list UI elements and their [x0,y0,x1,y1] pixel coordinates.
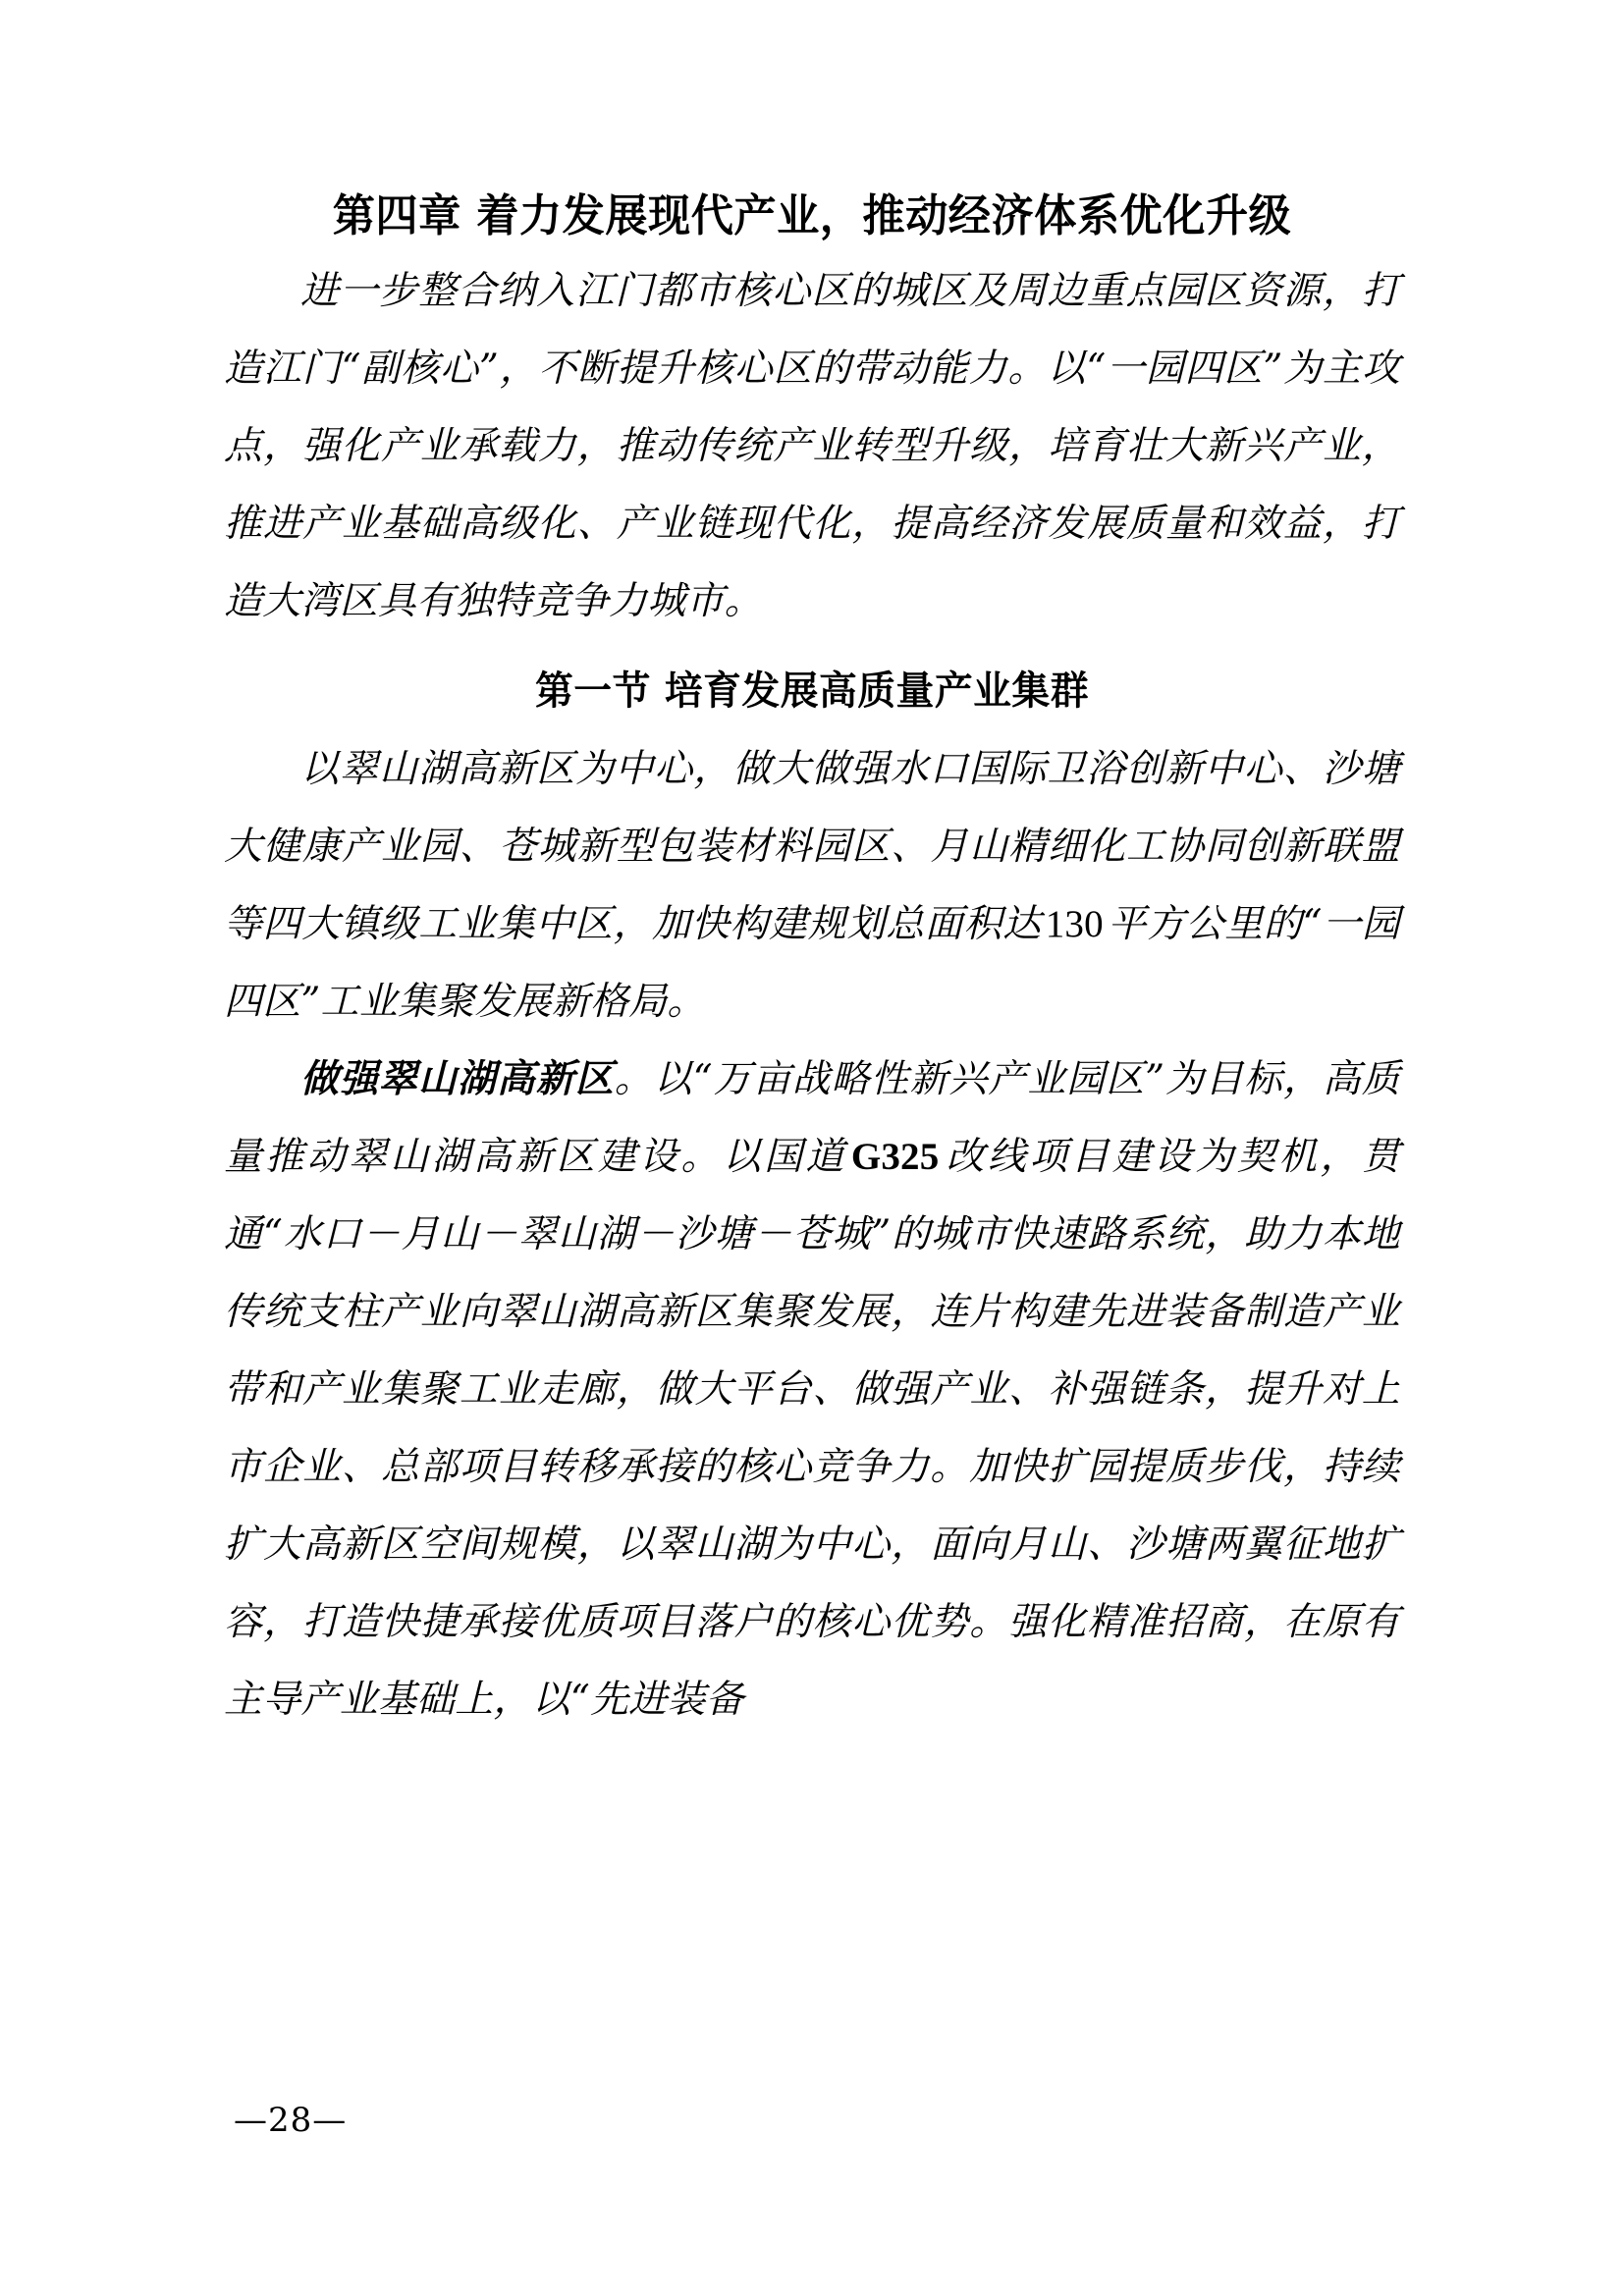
paragraph-cluster-text-b: 平方公里的“一园四区”工业集聚发展新格局。 [224,901,1400,1024]
paragraph-intro: 进一步整合纳入江门都市核心区的城区及周边重点园区资源，打造江门“副核心”，不断提升核心区的带动能力。以“一园四区”为主攻点，强化产业承载力，推动传统产业转型升级，培育壮大新兴产业，推进产业基础高级化、产业链现代化，提高经济发展质量和效益，打造大湾区具有独特竞争力城市。 [224,268,1400,623]
chapter-title: 第四章 着力发展现代产业，推动经济体系优化升级 [332,189,1292,241]
page-number: —28— [234,2101,348,2140]
page-content [224,187,1400,1738]
section-title: 第一节 培育发展高质量产业集群 [535,667,1089,714]
paragraph-highzone [224,1041,1400,1738]
paragraph-cluster [224,730,1400,1041]
highway-code: G325 [850,1135,940,1178]
paragraph-highzone-text-a: 。以“万亩战略性新兴产业园区”为目标，高质量推动翠山湖高新区建设。以国道 [224,1056,1401,1179]
paragraph-highzone-text-b: 改线项目建设为契机，贯通“水口－月山－翠山湖－沙塘－苍城”的城市快速路系统，助力本地传统支柱产业向翠山湖高新区集聚发展，连片构建先进装备制造产业带和产业集聚工业走廊，做大平台、做强产业、补强链条，提升对上市企业、总部项目转移承接的核心竞争力。加快扩园提质步伐，持续扩大高新区空间规模，以翠山湖为中心，面向月山、沙塘两翼征地扩容，打造快捷承接优质项目落户的核心优势。强化精准招商，在原有主导产业基础上，以“先进装备 [224,1134,1400,1722]
page-footer [224,2101,1400,2140]
planned-area-value: 130 [1045,902,1104,945]
paragraph-cluster-text-a: 以翠山湖高新区为中心，做大做强水口国际卫浴创新中心、沙塘大健康产业园、苍城新型包装材料园区、月山精细化工协同创新联盟等四大镇级工业集中区，加快构建规划总面积达 [224,746,1400,946]
paragraph-highzone-lead: 做强翠山湖高新区 [300,1055,615,1101]
